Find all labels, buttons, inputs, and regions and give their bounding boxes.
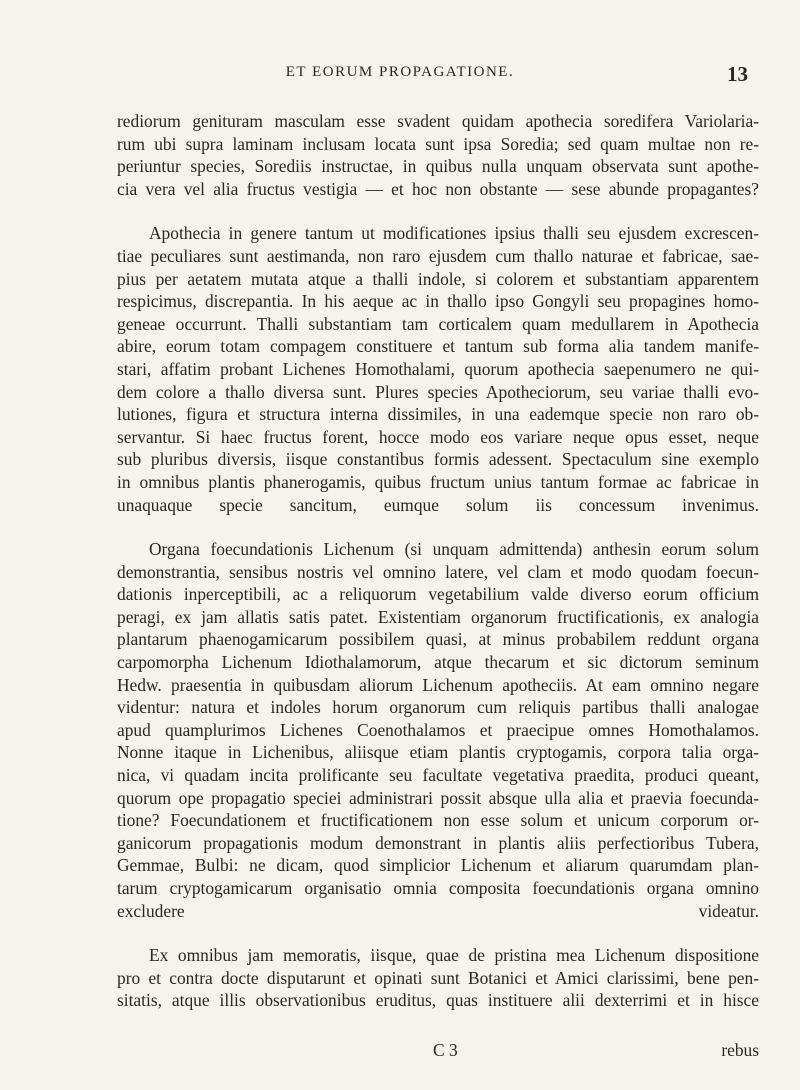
text-line: apud quamplurimos Lichenes Coenothalamos et praecipue omnes Homothalamos. bbox=[117, 719, 759, 740]
text-line: carpomorpha Lichenum Idiothalamorum, atque thecarum et sic dictorum seminum bbox=[117, 652, 759, 673]
text-line: lutiones, figura et structura interna dissimiles, in una eademque specie non raro ob- bbox=[117, 404, 759, 425]
text-line: in omnibus plantis phanerogamis, quibus fructum unius tantum formae ac fabricae in bbox=[117, 471, 759, 492]
text-line: stari, affatim probant Lichenes Homothalami, quorum apothecia saepenumero ne qui- bbox=[117, 358, 759, 379]
text-line: ganicorum propagationis modum demonstrant in plantis aliis perfectioribus Tubera, bbox=[117, 832, 759, 853]
text-line: dationis inperceptibili, ac a reliquorum vegetabilium valde diverso eorum officium bbox=[117, 584, 759, 605]
text-line: Apothecia in genere tantum ut modificationes ipsius thalli seu ejusdem excrescen- bbox=[149, 223, 759, 244]
text-line: plantarum phaenogamicarum possibilem quasi, at minus probabilem reddunt organa bbox=[117, 629, 759, 650]
text-line: tiae peculiares sunt aestimanda, non raro ejusdem cum thallo naturae et fabricae, sae- bbox=[117, 245, 759, 266]
text-line: respicimus, discrepantia. In his aeque ac in thallo ipso Gongyli seu propagines homo- bbox=[117, 291, 759, 312]
text-line: Organa foecundationis Lichenum (si unquam admittenda) anthesin eorum solum bbox=[149, 539, 759, 560]
page-header bbox=[0, 62, 800, 90]
text-line: quorum ope propagatio speciei administrari possit absque ulla alia et praevia foecunda- bbox=[117, 787, 759, 808]
paragraph-3 bbox=[117, 538, 759, 922]
text-line: periuntur species, Sorediis instructae, in quibus nulla unquam observata sunt apothe- bbox=[117, 156, 759, 177]
page-number: 13 bbox=[727, 62, 748, 86]
text-line: unaquaque specie sancitum, eumque solum iis concessum invenimus. bbox=[117, 494, 759, 515]
text-line: dem colore a thallo diversa sunt. Plures species Apotheciorum, seu variae thalli evo- bbox=[117, 381, 759, 402]
text-line: Gemmae, Bulbi: ne dicam, quod simplicior Lichenum et aliarum quarumdam plan- bbox=[117, 855, 759, 876]
running-head: ET EORUM PROPAGATIONE. bbox=[285, 64, 515, 80]
text-line: rum ubi supra laminam inclusam locata sunt ipsa Soredia; sed quam multae non re- bbox=[117, 133, 759, 154]
text-line: tione? Foecundationem et fructificationem non esse solum et unicum corporum or- bbox=[117, 810, 759, 831]
text-line: demonstrantia, sensibus nostris vel omnino latere, vel clam et modo quodam foecun- bbox=[117, 561, 759, 582]
text-line: videntur: natura et indoles horum organorum cum reliquis partibus thalli analogae bbox=[117, 697, 759, 718]
text-line: Nonne itaque in Lichenibus, aliisque etiam plantis cryptogamis, corpora talia orga- bbox=[117, 742, 759, 763]
text-line: Ex omnibus jam memoratis, iisque, quae de pristina mea Lichenum dispositione bbox=[149, 945, 759, 966]
paragraph-4 bbox=[117, 944, 759, 1012]
text-line: geneae occurrunt. Thalli substantiam tam corticalem quam medullarem in Apothecia bbox=[117, 313, 759, 334]
text-line: abire, eorum totam compagem constituere et tantum sub forma alia tandem manife- bbox=[117, 336, 759, 357]
text-line: pro et contra docte disputarunt et opinati sunt Botanici et Amici clarissimi, bene pen- bbox=[117, 967, 759, 988]
text-line: nica, vi quadam incita prolificante seu facultate vegetativa praedita, produci queant, bbox=[117, 765, 759, 786]
text-line: cia vera vel alia fructus vestigia — et hoc non obstante — sese abunde propagantes? bbox=[117, 178, 759, 199]
text-line: Hedw. praesentia in quibusdam aliorum Lichenum apotheciis. At eam omnino negare bbox=[117, 674, 759, 695]
paragraph-1 bbox=[117, 110, 759, 200]
text-line: tarum cryptogamicarum organisatio omnia composita foecundationis organa omnino bbox=[117, 878, 759, 898]
body-text bbox=[117, 110, 759, 1012]
text-line: servantur. Si haec fructus forent, hocce modo eos variare neque opus esset, neque bbox=[117, 426, 759, 447]
text-line: rediorum genituram masculam esse svadent quidam apothecia soredifera Variolaria- bbox=[117, 111, 759, 131]
paragraph-2 bbox=[117, 222, 759, 516]
text-line: pius per aetatem mutata atque a thalli indole, si colorem et substantiam apparentem bbox=[117, 268, 759, 289]
text-line: sub pluribus diversis, iisque constantibus formis adessent. Spectaculum sine exemplo bbox=[117, 449, 759, 470]
text-line: peragi, ex jam allatis satis patet. Existentiam organorum fructificationis, ex analogia bbox=[117, 606, 759, 627]
catchword: rebus bbox=[721, 1040, 759, 1060]
signature-mark: C 3 bbox=[433, 1040, 458, 1060]
text-line: sitatis, atque illis observationibus eruditus, quas instituere alii dexterrimi et in hisce bbox=[117, 990, 759, 1011]
text-line: excludere videatur. bbox=[117, 900, 759, 921]
